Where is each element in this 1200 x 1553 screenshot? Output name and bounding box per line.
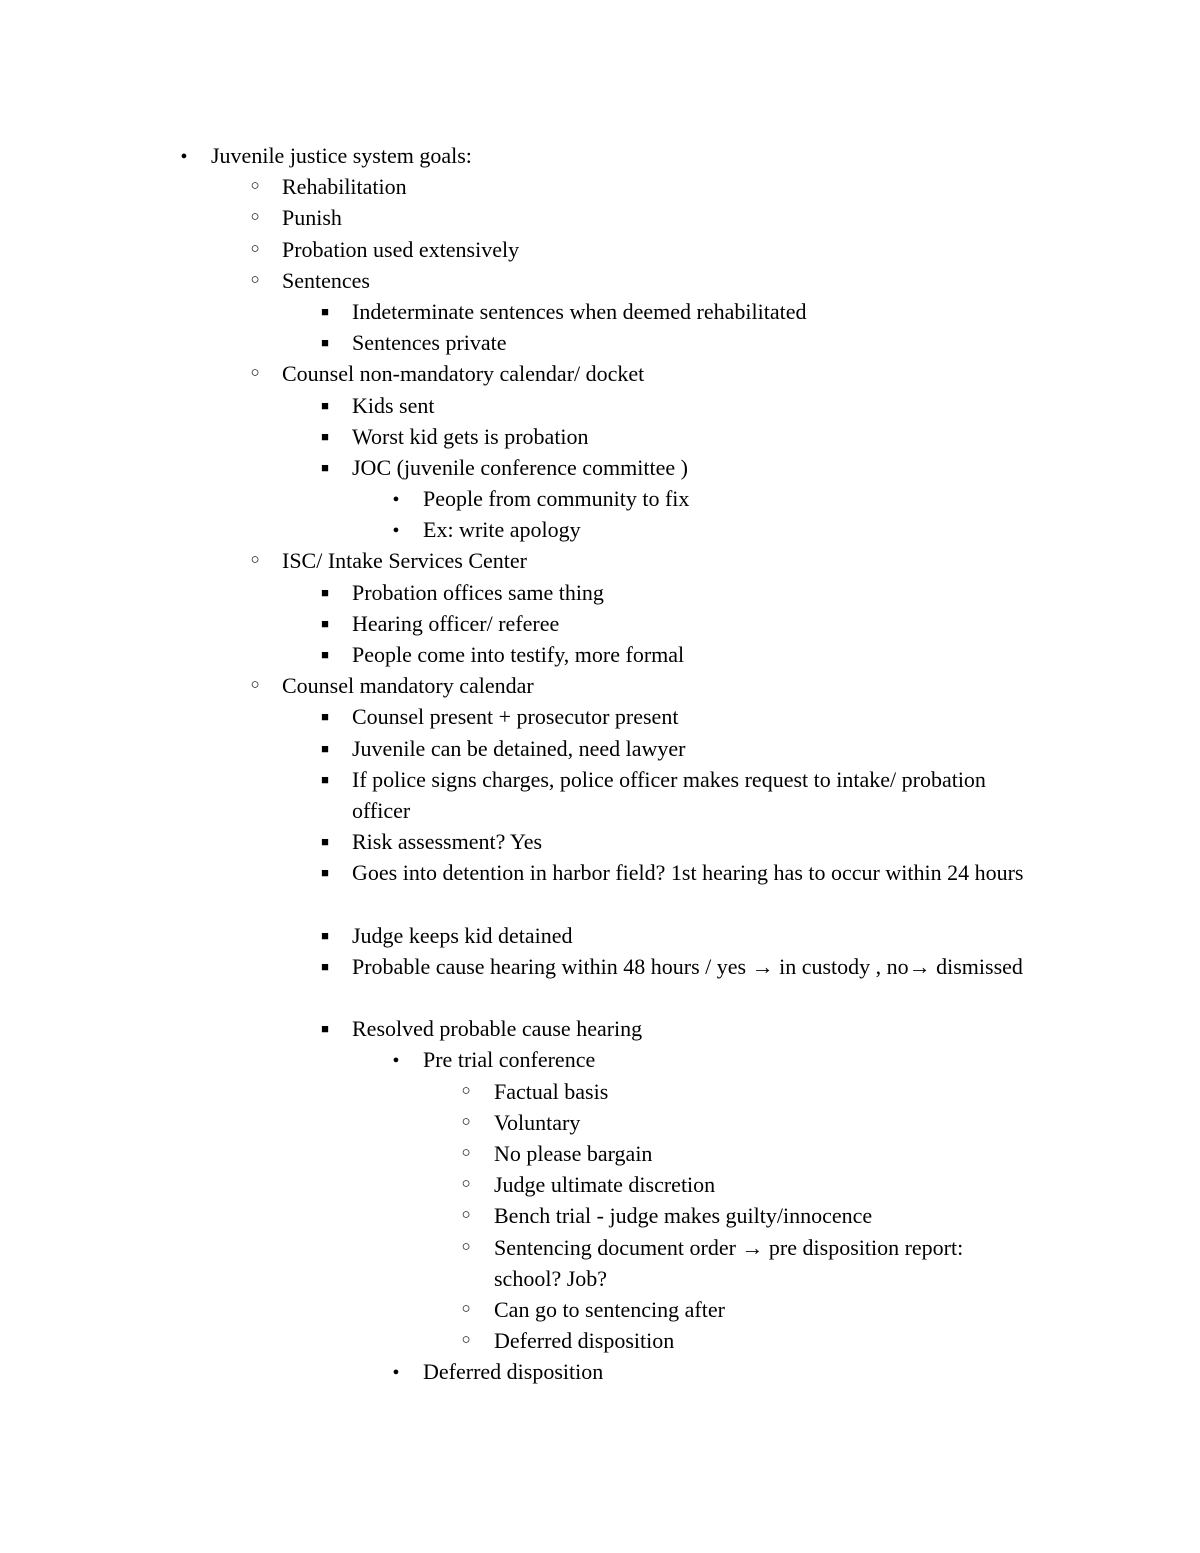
list-item-text: Sentences	[282, 267, 370, 293]
hollow-circle-bullet-icon	[456, 1076, 476, 1107]
square-bullet-icon	[315, 1013, 335, 1045]
square-bullet-icon	[315, 639, 335, 671]
hollow-circle-bullet-icon	[456, 1169, 476, 1200]
square-bullet-icon	[315, 296, 335, 328]
list-item-text: Probation used extensively	[282, 236, 520, 262]
list-item-text: Sentences private	[352, 330, 507, 356]
list-item	[0, 202, 1200, 233]
hollow-circle-bullet-icon	[245, 358, 265, 389]
square-bullet-icon	[315, 764, 335, 796]
square-bullet-icon	[315, 421, 335, 453]
hollow-circle-bullet-icon	[245, 670, 265, 701]
list-item-text: ISC/ Intake Services Center	[282, 548, 527, 574]
list-item-text: Pre trial conference	[423, 1047, 596, 1073]
list-item	[0, 1013, 1200, 1044]
list-item	[0, 670, 1200, 701]
list-item	[0, 1107, 1200, 1138]
list-item-text: Judge ultimate discretion	[494, 1172, 716, 1198]
list-item-text: Probation offices same thing	[352, 579, 604, 605]
hollow-circle-bullet-icon	[456, 1232, 476, 1263]
hollow-circle-bullet-icon	[456, 1107, 476, 1138]
notes-document	[0, 140, 1200, 1388]
list-item-text: People from community to fix	[423, 486, 690, 512]
list-item-text: Indeterminate sentences when deemed rehabilitated	[352, 298, 807, 324]
list-item-text: JOC (juvenile conference committee )	[352, 454, 688, 480]
filled-circle-bullet-icon	[386, 514, 406, 546]
list-item	[0, 514, 1200, 545]
list-item	[0, 1232, 1200, 1294]
list-item-text: Counsel non-mandatory calendar/ docket	[282, 361, 645, 387]
list-item-text: Risk assessment? Yes	[352, 829, 543, 855]
list-item-text: Judge keeps kid detained	[352, 922, 573, 948]
list-item	[0, 701, 1200, 732]
list-item	[0, 265, 1200, 296]
list-item-text: Counsel mandatory calendar	[282, 673, 534, 699]
list-item	[0, 951, 1200, 1013]
list-item-text: Voluntary	[494, 1109, 581, 1135]
square-bullet-icon	[315, 390, 335, 422]
list-item	[0, 358, 1200, 389]
list-item	[0, 296, 1200, 327]
list-item	[0, 1076, 1200, 1107]
list-item-text: Probable cause hearing within 48 hours / yes → in custody , no→ dismissed	[352, 953, 1023, 979]
list-item	[0, 857, 1200, 919]
list-item	[0, 764, 1200, 826]
list-item-text: Deferred disposition	[494, 1328, 675, 1354]
list-item-text: Sentencing document order → pre disposition report: school? Job?	[494, 1234, 964, 1291]
list-item	[0, 452, 1200, 483]
hollow-circle-bullet-icon	[245, 265, 265, 296]
list-item	[0, 140, 1200, 171]
list-item	[0, 639, 1200, 670]
list-item-text: Can go to sentencing after	[494, 1297, 725, 1322]
list-item	[0, 545, 1200, 576]
list-item	[0, 920, 1200, 951]
list-item	[0, 577, 1200, 608]
list-item	[0, 234, 1200, 265]
square-bullet-icon	[315, 826, 335, 858]
list-item-text: Bench trial - judge makes guilty/innocence	[494, 1203, 873, 1229]
list-item-text: Rehabilitation	[282, 174, 407, 200]
filled-circle-bullet-icon	[386, 1356, 406, 1388]
list-item	[0, 1138, 1200, 1169]
square-bullet-icon	[315, 327, 335, 359]
list-item-text: Goes into detention in harbor field? 1st hearing has to occur within 24 hours	[352, 860, 1024, 886]
square-bullet-icon	[315, 608, 335, 640]
list-item-text: Punish	[282, 205, 342, 231]
hollow-circle-bullet-icon	[456, 1200, 476, 1231]
list-item-text: People come into testify, more formal	[352, 642, 685, 667]
list-item-text: No please bargain	[494, 1141, 653, 1167]
hollow-circle-bullet-icon	[245, 545, 265, 576]
hollow-circle-bullet-icon	[245, 234, 265, 265]
filled-circle-bullet-icon	[174, 140, 194, 172]
square-bullet-icon	[315, 857, 335, 889]
list-item	[0, 421, 1200, 452]
list-item	[0, 1356, 1200, 1387]
square-bullet-icon	[315, 733, 335, 765]
hollow-circle-bullet-icon	[456, 1294, 476, 1325]
hollow-circle-bullet-icon	[245, 202, 265, 233]
square-bullet-icon	[315, 701, 335, 733]
list-item	[0, 733, 1200, 764]
hollow-circle-bullet-icon	[245, 171, 265, 202]
list-item-text: Factual basis	[494, 1078, 609, 1104]
list-item	[0, 826, 1200, 857]
list-item	[0, 171, 1200, 202]
list-item	[0, 1200, 1200, 1231]
list-item-text: Hearing officer/ referee	[352, 610, 560, 636]
list-item-text: Worst kid gets is probation	[352, 423, 589, 449]
list-item	[0, 1169, 1200, 1200]
list-item-text: If police signs charges, police officer makes request to intake/ probation officer	[352, 766, 986, 823]
filled-circle-bullet-icon	[386, 483, 406, 515]
list-item	[0, 483, 1200, 514]
list-item-text: Juvenile justice system goals:	[211, 143, 472, 168]
square-bullet-icon	[315, 452, 335, 484]
list-item	[0, 390, 1200, 421]
list-item	[0, 1294, 1200, 1325]
list-item-text: Deferred disposition	[423, 1359, 604, 1385]
hollow-circle-bullet-icon	[456, 1138, 476, 1169]
list-item-text: Resolved probable cause hearing	[352, 1016, 643, 1042]
square-bullet-icon	[315, 920, 335, 952]
hollow-circle-bullet-icon	[456, 1325, 476, 1356]
list-item-text: Counsel present + prosecutor present	[352, 704, 679, 730]
list-item	[0, 608, 1200, 639]
list-item	[0, 1044, 1200, 1075]
list-item	[0, 1325, 1200, 1356]
list-item-text: Juvenile can be detained, need lawyer	[352, 735, 686, 761]
list-item	[0, 327, 1200, 358]
list-item-text: Kids sent	[352, 392, 435, 418]
filled-circle-bullet-icon	[386, 1044, 406, 1076]
list-item-text: Ex: write apology	[423, 517, 581, 543]
square-bullet-icon	[315, 577, 335, 609]
square-bullet-icon	[315, 951, 335, 983]
